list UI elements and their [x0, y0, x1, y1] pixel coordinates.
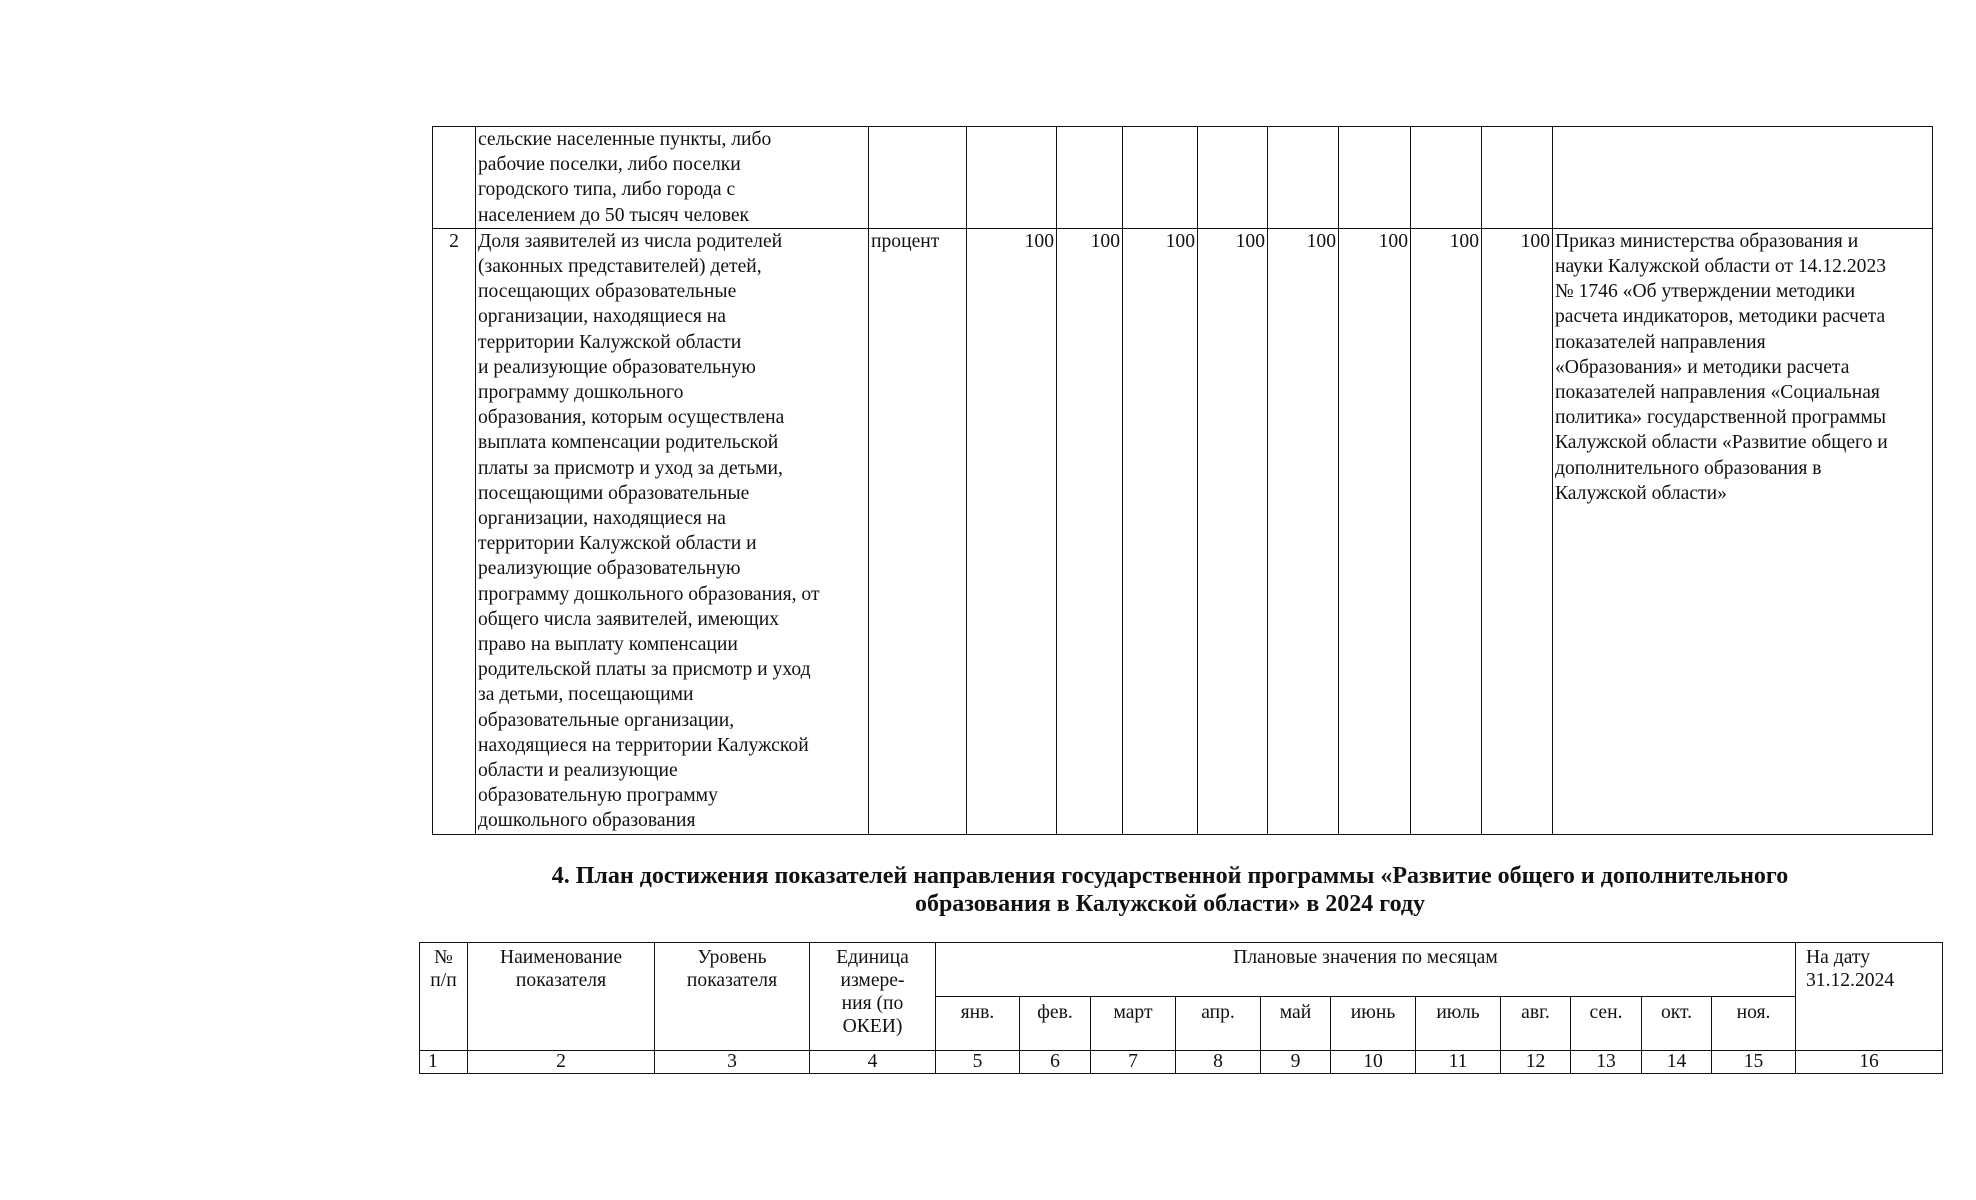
- value-cell: 100: [1411, 228, 1482, 834]
- column-index: 6: [1020, 1051, 1091, 1074]
- column-index: 8: [1176, 1051, 1261, 1074]
- cell-value: [967, 127, 1057, 229]
- cell-value: [1268, 127, 1339, 229]
- month-oct: окт.: [1642, 997, 1712, 1051]
- month-jun: июнь: [1331, 997, 1416, 1051]
- cell-value: [1482, 127, 1553, 229]
- indicator-name-cell: сельские населенные пункты, либо рабочие поселки, либо поселки городского типа, либо города с населением до 50 тысяч человек: [476, 127, 869, 229]
- value-cell: 100: [1339, 228, 1411, 834]
- header-number: № п/п: [420, 943, 468, 1051]
- column-index: 3: [655, 1051, 810, 1074]
- header-name: Наименование показателя: [468, 943, 655, 1051]
- month-sep: сен.: [1571, 997, 1642, 1051]
- section-heading: 4. План достижения показателей направления государственной программы «Развитие общего и дополнительного образования в Калужской области» в 2024 году: [551, 863, 1789, 917]
- month-jul: июль: [1416, 997, 1501, 1051]
- indicator-name-cell: Доля заявителей из числа родителей (законных представителей) детей, посещающих образовательные организации, находящиеся на территории Калужской области и реализующие образовательную программу дошкольного образования, которым осуществлена выплата компенсации родительской платы за присмотр и уход за детьми, посещающими образовательные организации, находящиеся на территории Калужской области и реализующие образовательную программу дошкольного образования, от общего числа заявителей, имеющих право на выплату компенсации родительской платы за присмотр и уход за детьми, посещающими образовательные организации, находящиеся на территории Калужской области и реализующие образовательную программу дошкольного образования: [476, 228, 869, 834]
- cell-value: [1411, 127, 1482, 229]
- column-index: 12: [1501, 1051, 1571, 1074]
- value-cell: 100: [1123, 228, 1198, 834]
- cell-document: [1553, 127, 1933, 229]
- cell-value: [1339, 127, 1411, 229]
- month-feb: фев.: [1020, 997, 1091, 1051]
- column-index: 13: [1571, 1051, 1642, 1074]
- row-number: 2: [433, 228, 476, 834]
- column-index: 5: [936, 1051, 1020, 1074]
- column-index: 15: [1712, 1051, 1796, 1074]
- column-index-row: [420, 1051, 1943, 1074]
- month-may: май: [1261, 997, 1331, 1051]
- cell-value: [1198, 127, 1268, 229]
- month-jan: янв.: [936, 997, 1020, 1051]
- month-nov: ноя.: [1712, 997, 1796, 1051]
- value-cell: 100: [1482, 228, 1553, 834]
- value-cell: 100: [967, 228, 1057, 834]
- value-cell: 100: [1057, 228, 1123, 834]
- cell-unit: [869, 127, 967, 229]
- cell-value: [1123, 127, 1198, 229]
- column-index: 10: [1331, 1051, 1416, 1074]
- cell-value: [1057, 127, 1123, 229]
- unit-cell: процент: [869, 228, 967, 834]
- header-row: [420, 943, 1943, 997]
- indicator-row: [433, 228, 1933, 834]
- month-mar: март: [1091, 997, 1176, 1051]
- indicators-table: [432, 126, 1933, 835]
- header-monthly-values: Плановые значения по месяцам: [936, 943, 1796, 997]
- month-apr: апр.: [1176, 997, 1261, 1051]
- month-aug: авг.: [1501, 997, 1571, 1051]
- column-index: 14: [1642, 1051, 1712, 1074]
- column-index: 9: [1261, 1051, 1331, 1074]
- column-index: 4: [810, 1051, 936, 1074]
- header-date: На дату 31.12.2024: [1796, 943, 1943, 1051]
- value-cell: 100: [1268, 228, 1339, 834]
- header-unit: Единица измере- ния (по ОКЕИ): [810, 943, 936, 1051]
- header-level: Уровень показателя: [655, 943, 810, 1051]
- column-index: 11: [1416, 1051, 1501, 1074]
- document-cell: Приказ министерства образования и науки Калужской области от 14.12.2023 № 1746 «Об утверждении методики расчета индикаторов, методики расчета показателей направления «Образования» и методики расчета показателей направления «Социальная политика» государственной программы Калужской области «Развитие общего и дополнительного образования в Калужской области»: [1553, 228, 1933, 834]
- value-cell: 100: [1198, 228, 1268, 834]
- column-index: 7: [1091, 1051, 1176, 1074]
- column-index: 2: [468, 1051, 655, 1074]
- column-index: 16: [1796, 1051, 1943, 1074]
- continuation-row: [433, 127, 1933, 229]
- cell-number: [433, 127, 476, 229]
- column-index: 1: [420, 1051, 468, 1074]
- plan-table: [419, 942, 1943, 1074]
